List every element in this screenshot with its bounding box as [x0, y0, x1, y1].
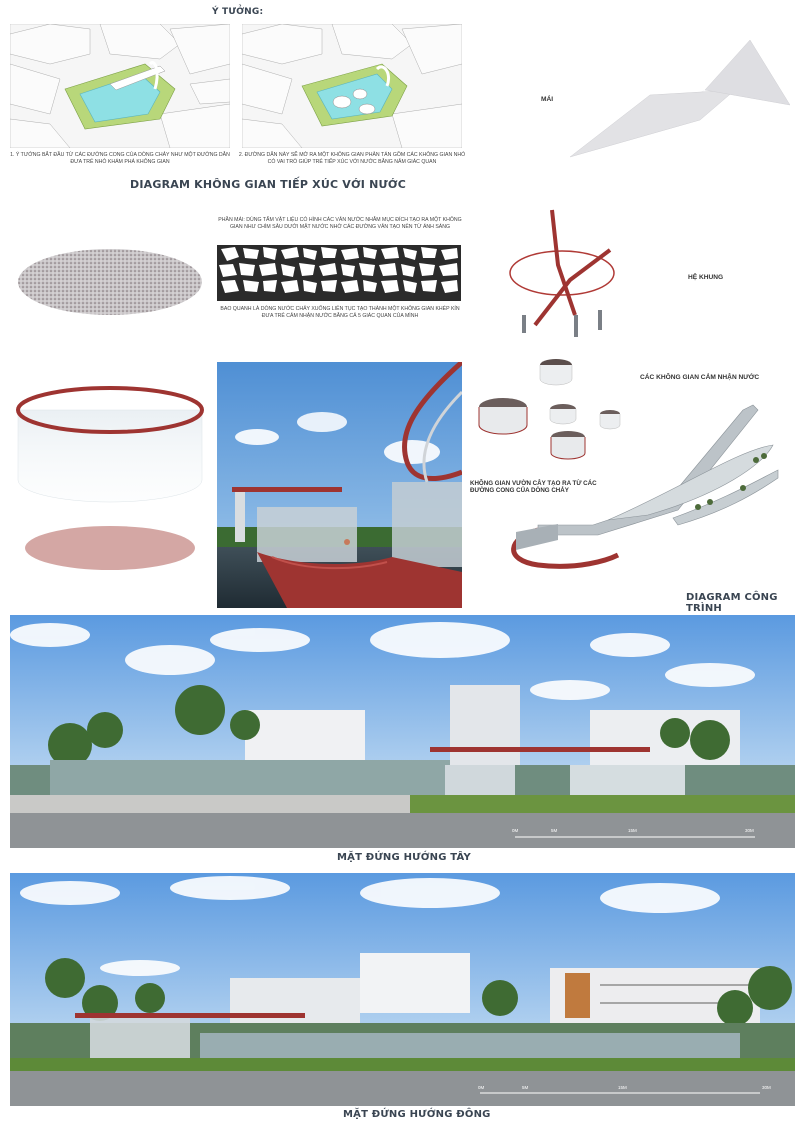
east-scale-30: 30M	[762, 1085, 771, 1090]
west-scale-30: 30M	[745, 828, 754, 833]
idea-title: Ý TƯỞNG:	[212, 7, 264, 17]
roof-disc-illustration	[10, 210, 210, 360]
roof-label: MÁI	[541, 96, 554, 103]
west-scale-15: 15M	[628, 828, 637, 833]
east-elevation-title: MẶT ĐỨNG HƯỚNG ĐÔNG	[343, 1109, 491, 1120]
pavilion-render-photo	[217, 362, 462, 608]
east-scale-5: 5M	[522, 1085, 529, 1090]
west-scale-5: 5M	[551, 828, 558, 833]
west-elevation-title: MẶT ĐỨNG HƯỚNG TÂY	[337, 852, 471, 863]
east-scale-15: 15M	[618, 1085, 627, 1090]
building-diagram-illustration	[498, 400, 788, 590]
frame-system-illustration	[500, 205, 630, 345]
roof-description: PHẦN MÁI: DÙNG TẤM VẬT LIỆU CÓ HÌNH CÁC VÂN NƯỚC NHẰM MỤC ĐÍCH TẠO RA MỘT KHÔNG GIAN NHƯ CHÌM SÂU DƯỚI MẶT NƯỚC NHỜ CÁC ĐƯỜNG VÂN TẠO NÊN TỪ ÁNH SÁNG	[218, 217, 462, 230]
idea-sketch-1	[10, 24, 230, 148]
east-elevation-render	[10, 873, 795, 1106]
garden-space-label: KHÔNG GIAN VƯỜN CÂY TẠO RA TỪ CÁC ĐƯỜNG CONG CỦA DÒNG CHẢY	[470, 480, 597, 494]
waterfall-ring-illustration	[10, 370, 210, 615]
idea-1-caption: 1. Ý TƯỞNG BẮT ĐẦU TỪ CÁC ĐƯỜNG CONG CỦA DÒNG CHẢY NHƯ MỘT ĐƯỜNG DẪN ĐƯA TRẺ NHỎ KHÁM PHÁ KHÔNG GIAN	[10, 152, 230, 165]
east-scale-0: 0M	[478, 1085, 485, 1090]
west-elevation-render	[10, 615, 795, 848]
sensory-spaces-label: CÁC KHÔNG GIAN CẢM NHẬN NƯỚC	[640, 374, 760, 381]
diagram-building-title: DIAGRAM CÔNG TRÌNH	[686, 592, 778, 614]
frame-label: HỆ KHUNG	[688, 274, 724, 281]
west-scale-0: 0M	[512, 828, 519, 833]
roof-panel-illustration	[560, 35, 790, 165]
idea-sketch-2	[242, 24, 462, 148]
diagram-water-title: DIAGRAM KHÔNG GIAN TIẾP XÚC VỚI NƯỚC	[130, 178, 406, 191]
idea-2-caption: 2. ĐƯỜNG DẪN NÀY SẼ MỞ RA MỘT KHÔNG GIAN PHÂN TÁN GỒM CÁC KHÔNG GIAN NHỎ CÓ VAI TRÒ GIÚP TRẺ TIẾP XÚC VỚI NƯỚC BẰNG NĂM GIÁC QUAN	[238, 152, 466, 165]
water-pattern-texture	[217, 245, 461, 301]
wall-description: BAO QUANH LÀ DÒNG NƯỚC CHẢY XUỐNG LIÊN TỤC TẠO THÀNH MỘT KHÔNG GIAN KHÉP KÍN ĐƯA TRẺ CẢM NHẬN NƯỚC BẰNG CẢ 5 GIÁC QUAN CỦA MÌNH	[220, 306, 460, 319]
